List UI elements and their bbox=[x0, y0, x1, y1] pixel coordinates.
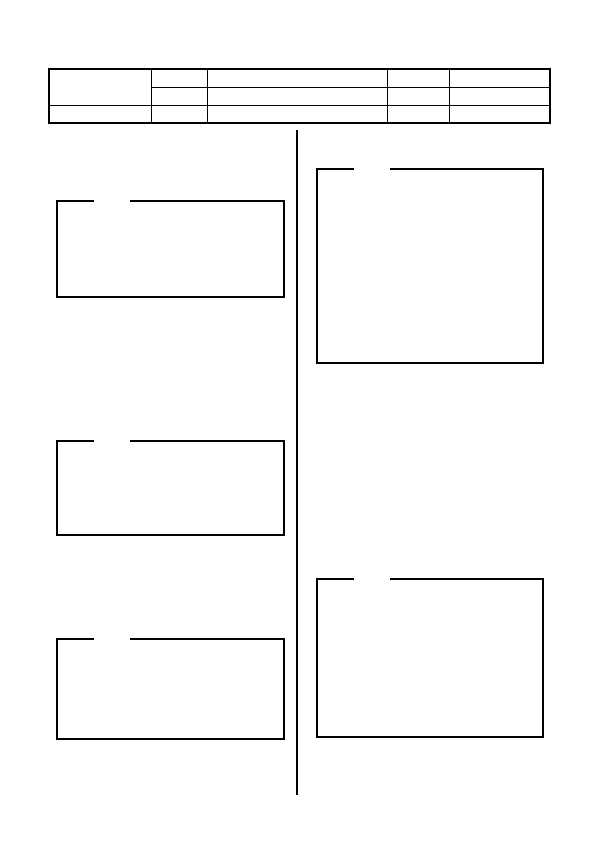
header-cell bbox=[388, 70, 450, 88]
choices-box-title bbox=[94, 436, 130, 446]
header-cell bbox=[450, 70, 549, 88]
header-cell bbox=[388, 106, 450, 122]
choices-box-title bbox=[94, 196, 130, 206]
header-cell bbox=[208, 106, 388, 122]
header-cell bbox=[152, 106, 208, 122]
choices-box bbox=[316, 168, 544, 364]
header-exam-title-cell bbox=[208, 70, 388, 88]
header-cell bbox=[152, 88, 208, 106]
choices-box-title bbox=[354, 164, 390, 174]
choices-box-title bbox=[354, 574, 390, 584]
header-cell bbox=[450, 88, 549, 106]
header-cell bbox=[50, 106, 152, 122]
choices-box bbox=[316, 578, 544, 738]
header-cell bbox=[450, 106, 549, 122]
header-table bbox=[48, 68, 551, 124]
header-cell bbox=[388, 88, 450, 106]
choices-box bbox=[56, 638, 285, 740]
header-cell bbox=[152, 70, 208, 88]
choices-box-title bbox=[94, 634, 130, 644]
column-divider bbox=[296, 130, 298, 795]
header-cell bbox=[208, 88, 388, 106]
choices-box bbox=[56, 200, 285, 298]
header-subject-cell bbox=[50, 70, 152, 106]
choices-box bbox=[56, 440, 285, 536]
